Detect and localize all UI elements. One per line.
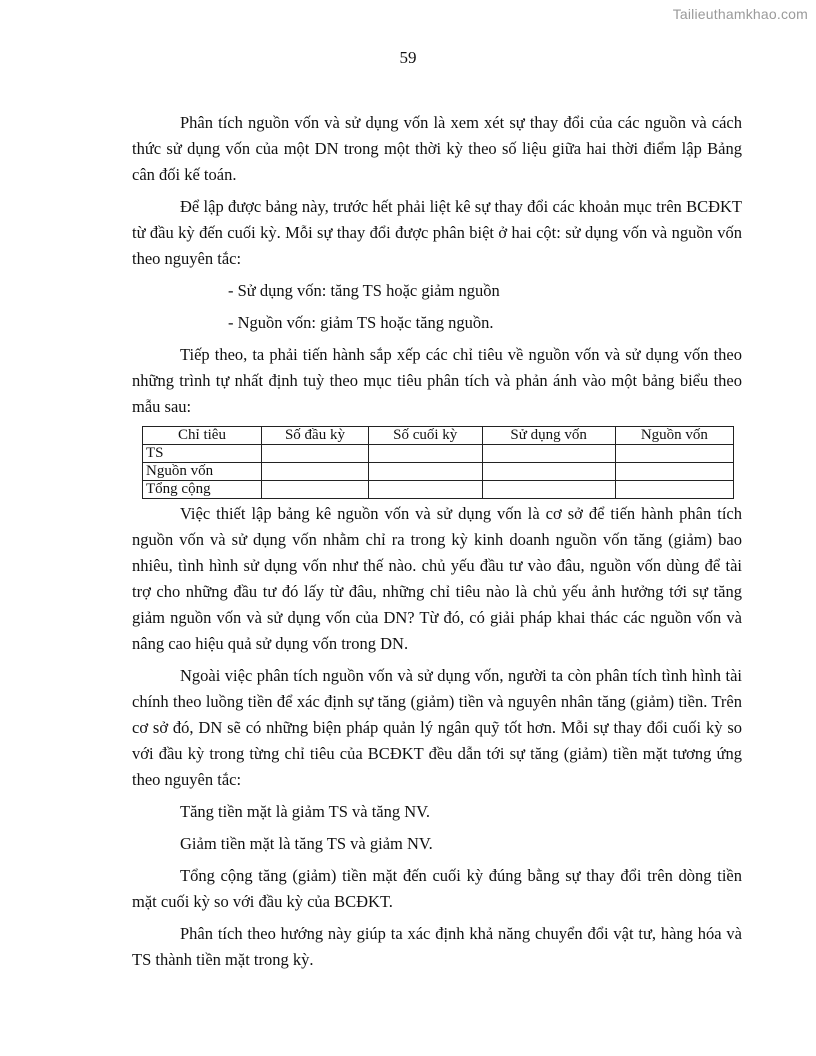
table-row <box>143 481 734 499</box>
column-header: Nguồn vốn <box>615 427 733 445</box>
paragraph: Tiếp theo, ta phải tiến hành sắp xếp các chỉ tiêu về nguồn vốn và sử dụng vốn theo những trình tự nhất định tuỳ theo mục tiêu phân tích và phản ánh vào một bảng biểu theo mẫu sau: <box>132 345 742 416</box>
cash-rule: Giảm tiền mặt là tăng TS và giảm NV. <box>180 834 433 853</box>
table-cell <box>615 445 733 463</box>
row-label: Nguồn vốn <box>143 463 262 481</box>
column-header: Sử dụng vốn <box>482 427 615 445</box>
table-cell <box>262 445 369 463</box>
paragraph: Để lập được bảng này, trước hết phải liệt kê sự thay đổi các khoản mục trên BCĐKT từ đầu kỳ đến cuối kỳ. Mỗi sự thay đổi được phân biệt ở hai cột: sử dụng vốn và nguồn vốn theo nguyên tắc: <box>132 197 742 268</box>
row-label: Tổng cộng <box>143 481 262 499</box>
column-header: Số đầu kỳ <box>262 427 369 445</box>
column-header: Số cuối kỳ <box>368 427 482 445</box>
table-cell <box>368 445 482 463</box>
paragraph: Việc thiết lập bảng kê nguồn vốn và sử dụng vốn là cơ sở để tiến hành phân tích nguồn vốn và sử dụng vốn nhằm chỉ ra trong kỳ kinh doanh nguồn vốn tăng (giảm) bao nhiêu, tình hình sử dụng vốn như thế nào. chủ yếu đầu tư vào đâu, nguồn vốn dùng để tài trợ cho những đầu tư đó lấy từ đâu, những chỉ tiêu nào là chủ yếu ảnh hưởng tới sự tăng giảm nguồn vốn và sử dụng vốn của DN? Từ đó, có giải pháp khai thác các nguồn vốn và nâng cao hiệu quả sử dụng vốn trong DN. <box>132 504 742 653</box>
table-row <box>143 445 734 463</box>
rule-item: - Sử dụng vốn: tăng TS hoặc giảm nguồn <box>228 281 500 300</box>
rule-item: - Nguồn vốn: giảm TS hoặc tăng nguồn. <box>228 313 494 332</box>
table-cell <box>615 481 733 499</box>
paragraph: Ngoài việc phân tích nguồn vốn và sử dụng vốn, người ta còn phân tích tình hình tài chính theo luồng tiền để xác định sự tăng (giảm) tiền và nguyên nhân tăng (giảm) tiền. Trên cơ sở đó, DN sẽ có những biện pháp quản lý ngân quỹ tốt hơn. Mỗi sự thay đổi cuối kỳ so với đầu kỳ trong từng chỉ tiêu của BCĐKT đều dẫn tới sự tăng (giảm) tiền mặt tương ứng theo nguyên tắc: <box>132 666 742 789</box>
table-cell <box>482 481 615 499</box>
document-body <box>132 110 742 979</box>
table-cell <box>262 481 369 499</box>
table-cell <box>262 463 369 481</box>
cash-rule: Tăng tiền mặt là giảm TS và tăng NV. <box>180 802 431 821</box>
watermark: Tailieuthamkhao.com <box>672 6 808 22</box>
table-row <box>143 463 734 481</box>
sources-uses-table <box>142 426 734 499</box>
paragraph: Tổng cộng tăng (giảm) tiền mặt đến cuối kỳ đúng bằng sự thay đổi trên dòng tiền mặt cuối kỳ so với đầu kỳ của BCĐKT. <box>132 866 742 911</box>
table-cell <box>615 463 733 481</box>
column-header: Chỉ tiêu <box>143 427 262 445</box>
paragraph: Phân tích theo hướng này giúp ta xác định khả năng chuyển đổi vật tư, hàng hóa và TS thành tiền mặt trong kỳ. <box>132 924 742 969</box>
table-cell <box>482 445 615 463</box>
table-cell <box>482 463 615 481</box>
paragraph: Phân tích nguồn vốn và sử dụng vốn là xem xét sự thay đổi của các nguồn và cách thức sử dụng vốn của một DN trong một thời kỳ theo số liệu giữa hai thời điểm lập Bảng cân đối kế toán. <box>132 113 742 184</box>
table-cell <box>368 463 482 481</box>
table-header-row <box>143 427 734 445</box>
table-cell <box>368 481 482 499</box>
page-number: 59 <box>399 48 417 67</box>
row-label: TS <box>143 445 262 463</box>
